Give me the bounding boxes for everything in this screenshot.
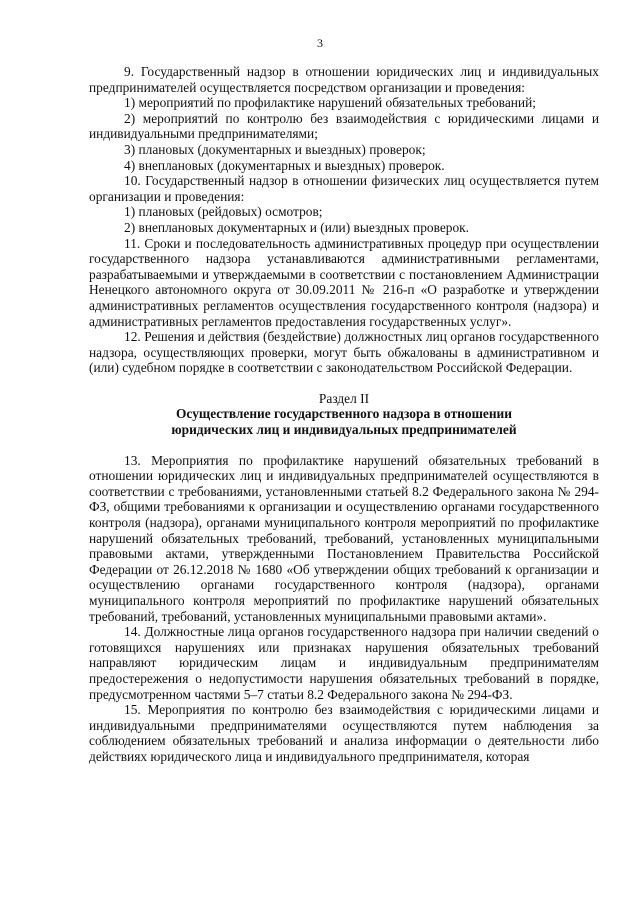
paragraph: 9. Государственный надзор в отношении юридических лиц и индивидуальных предпринимателей осуществляется посредством организации и проведения: — [89, 64, 599, 95]
section-heading-line-2: юридических лиц и индивидуальных предпринимателей — [171, 422, 517, 438]
page-number: 3 — [317, 36, 323, 50]
paragraph: 13. Мероприятия по профилактике нарушений обязательных требований в отношении юридических лиц и индивидуальных предпринимателей осуществляются в соответствии с требованиями, установленными статьей 8.2 Федерального закона № 294-ФЗ, общими требованиями к организации и осуществлению органами государственного контроля (надзора), органами муниципального контроля мероприятий по профилактике нарушений обязательных требований, требований, установленных муниципальными правовыми актами, утвержденными Постановлением Правительства Российской Федерации от 26.12.2018 № 1680 «Об утверждении общих требований к организации и осуществлению органами государственного контроля (надзора), органами муниципального контроля мероприятий по профилактике нарушений обязательных требований, требований, установленных муниципальными правовыми актами». — [89, 452, 599, 624]
paragraph: 3) плановых (документарных и выездных) проверок; — [124, 141, 426, 157]
paragraphs-top — [89, 64, 599, 376]
paragraph: 1) мероприятий по профилактике нарушений обязательных требований; — [124, 95, 536, 111]
paragraphs-bottom — [89, 453, 599, 765]
section-heading-line-1: Осуществление государственного надзора в отношении — [176, 406, 512, 422]
document-body — [89, 64, 599, 765]
paragraph: 10. Государственный надзор в отношении физических лиц осуществляется путем организации и проведения: — [89, 173, 599, 204]
paragraph: 15. Мероприятия по контролю без взаимодействия с юридическими лицами и индивидуальными предпринимателями осуществляются путем наблюдения за соблюдением обязательных требований и анализа информации о деятельности либо действиях юридического лица и индивидуального предпринимателя, которая — [89, 702, 599, 764]
section-title: Раздел II — [318, 390, 370, 406]
paragraph: 11. Сроки и последовательность административных процедур при осуществлении государственного надзора устанавливаются административными регламентами, разрабатываемыми и утверждаемыми в соответствии с постановлением Администрации Ненецкого автономного округа от 30.09.2011 № 216-п «О разработке и утверждении административных регламентов осуществления государственного контроля (надзора) и административных регламентов предоставления государственных услуг». — [89, 235, 599, 329]
paragraph: 2) внеплановых документарных и (или) выездных проверок. — [124, 219, 470, 235]
paragraph: 4) внеплановых (документарных и выездных) проверок. — [124, 157, 445, 173]
section-gap — [89, 376, 599, 391]
paragraph: 1) плановых (рейдовых) осмотров; — [124, 204, 323, 220]
paragraph: 12. Решения и действия (бездействие) должностных лиц органов государственного надзора, осуществляющих проверки, могут быть обжалованы в административном и (или) судебном порядке в соответствии с законодательством Российской Федерации. — [89, 329, 599, 376]
paragraph: 14. Должностные лица органов государственного надзора при наличии сведений о готовящихся нарушениях или признаках нарушения обязательных требований направляют юридическим лицам и индивидуальным предпринимателям предостережения о недопустимости нарушения обязательных требований в порядке, предусмотренном частями 5–7 статьи 8.2 Федерального закона № 294-ФЗ. — [89, 624, 599, 702]
section-gap — [89, 438, 599, 453]
paragraph: 2) мероприятий по контролю без взаимодействия с юридическими лицами и индивидуальными предпринимателями; — [89, 110, 599, 142]
